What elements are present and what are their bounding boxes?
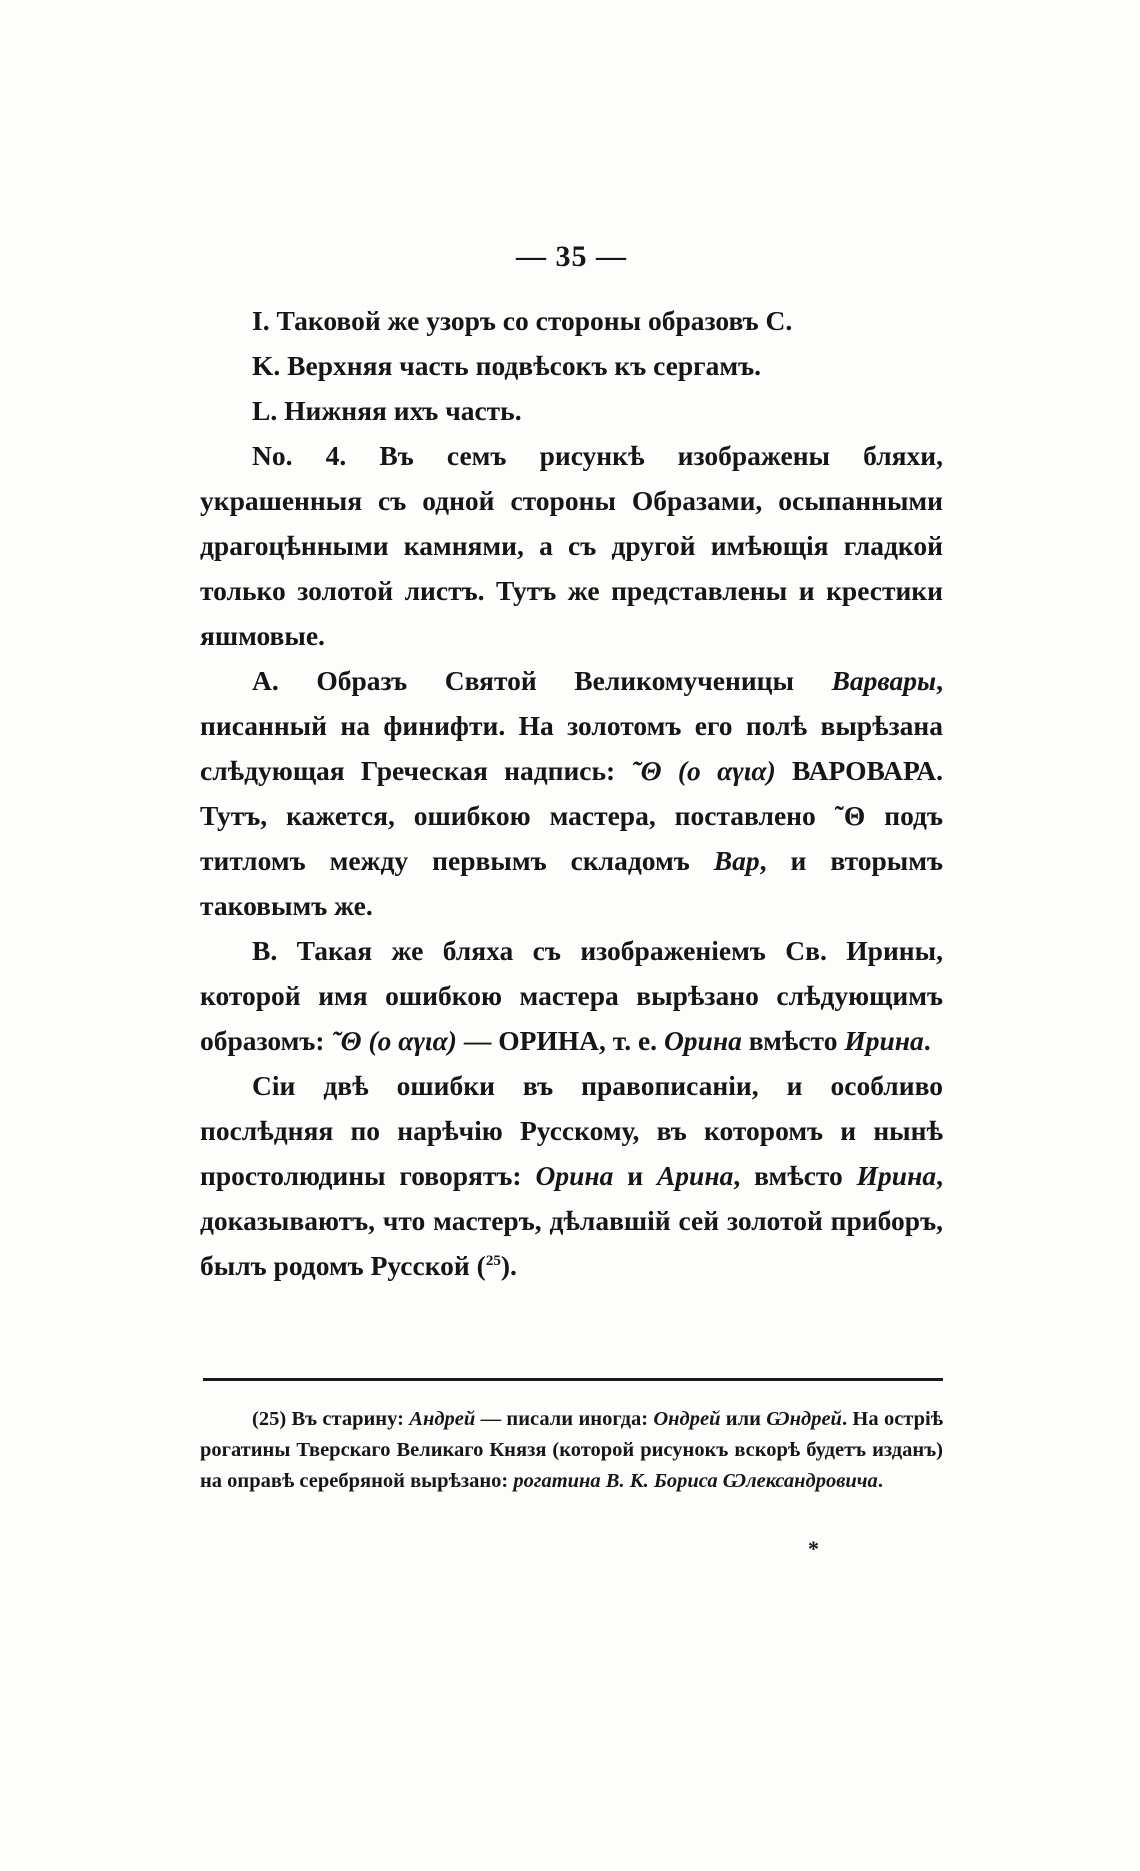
page-number: — 35 —	[516, 240, 627, 273]
footnote-name-ondrey: Ондрей	[653, 1408, 721, 1430]
para-a-text-1: A. Образъ Святой Великомученицы	[252, 665, 832, 696]
para-c-text-3: , вмѣсто	[733, 1160, 857, 1191]
paragraph-a	[200, 658, 943, 928]
no4-text: Въ семъ рисункѣ изображены бляхи, украшенныя съ одной стороны Образами, осыпанными драгоцѣнными камнями, а съ другой имѣющія гладкой только золотой листъ. Тутъ же представлены и крестики яшмовые.	[200, 440, 943, 651]
para-a-text-2: , писанный на финифти. На золотомъ его полѣ вырѣзана слѣдующая Греческая надпись:	[200, 665, 943, 786]
footnote-text-2: — писали иногда:	[475, 1408, 654, 1430]
footnote-reference: 25	[485, 1252, 501, 1269]
para-c-name-arina: Арина	[656, 1160, 734, 1191]
footnote-inscription: рогатина В. К. Бориса Ѡлександровича	[513, 1470, 878, 1492]
footnote-25	[200, 1404, 943, 1497]
footnote-name-andrey: Андрей	[409, 1408, 476, 1430]
para-a-name-varvara: Варвары	[831, 665, 937, 696]
para-a-text-3	[776, 755, 792, 786]
footnote-text-1: (25) Въ старину:	[252, 1408, 410, 1430]
para-b-name-irina: Ирина	[844, 1025, 924, 1056]
entry-l: L. Нижняя ихъ часть.	[252, 395, 522, 426]
footnote-text-3: или	[720, 1408, 767, 1430]
para-a-name-var: Вар	[713, 845, 760, 876]
footnote-text-4: . На острiѣ рогатины Тверскаго Великаго Князя (которой рисунокъ вскорѣ будетъ изданъ) на оправѣ серебряной вырѣзано:	[200, 1408, 944, 1492]
para-a-text-5: подъ титломъ между первымъ складомъ	[200, 800, 943, 876]
para-a-greek-2: ˜Θ	[834, 800, 866, 831]
para-b-name-orina: Орина	[663, 1025, 742, 1056]
signature-mark: *	[808, 1536, 819, 1561]
para-c-text-4: , доказываютъ, что мастеръ, дѣлавшій сей золотой приборъ, былъ родомъ Русской (	[200, 1160, 943, 1281]
para-c-text-5: ).	[500, 1250, 517, 1281]
para-a-text-4: . Тутъ, кажется, ошибкою мастера, поставлено	[200, 755, 944, 831]
para-c-text-1: Сіи двѣ ошибки въ правописаніи, и особливо послѣдняя по нарѣчію Русскому, въ которомъ и нынѣ простолюдины говорятъ:	[200, 1070, 943, 1191]
paragraph-c	[200, 1063, 943, 1288]
para-b-text-5: .	[923, 1025, 931, 1056]
paragraph-no4	[200, 433, 943, 658]
footnote-divider	[203, 1378, 943, 1381]
para-a-text-6: , и вторымъ таковымъ же.	[200, 845, 943, 921]
para-a-inscription: ВАРОВАРА	[792, 755, 937, 786]
para-c-text-2: и	[613, 1160, 657, 1191]
no4-lead: No. 4.	[252, 440, 347, 471]
footnote-name-ondrey-omega: Ѡндрей	[766, 1408, 842, 1430]
footnote-text-5: .	[877, 1470, 883, 1492]
para-b-text-4: вмѣсто	[741, 1025, 845, 1056]
para-c-name-orina: Орина	[535, 1160, 614, 1191]
entry-k: K. Верхняя часть подвѣсокъ къ сергамъ.	[252, 350, 762, 381]
entry-i: I. Таковой же узоръ со стороны образовъ С.	[252, 305, 793, 336]
para-b-inscription: ОРИНА	[498, 1025, 600, 1056]
para-a-greek-1: ˜Θ (ο αγια)	[631, 755, 776, 786]
para-c-name-irina: Ирина	[856, 1160, 937, 1191]
para-b-text-2: —	[456, 1025, 499, 1056]
main-text	[200, 240, 943, 1288]
para-b-text-1: B. Такая же бляха съ изображеніемъ Св. Ирины, которой имя ошибкою мастера вырѣзано слѣдующимъ образомъ:	[200, 935, 943, 1056]
para-b-text-3: , т. е.	[599, 1025, 664, 1056]
para-b-greek: ˜Θ (ο αγια)	[331, 1025, 457, 1056]
paragraph-b	[200, 928, 943, 1063]
